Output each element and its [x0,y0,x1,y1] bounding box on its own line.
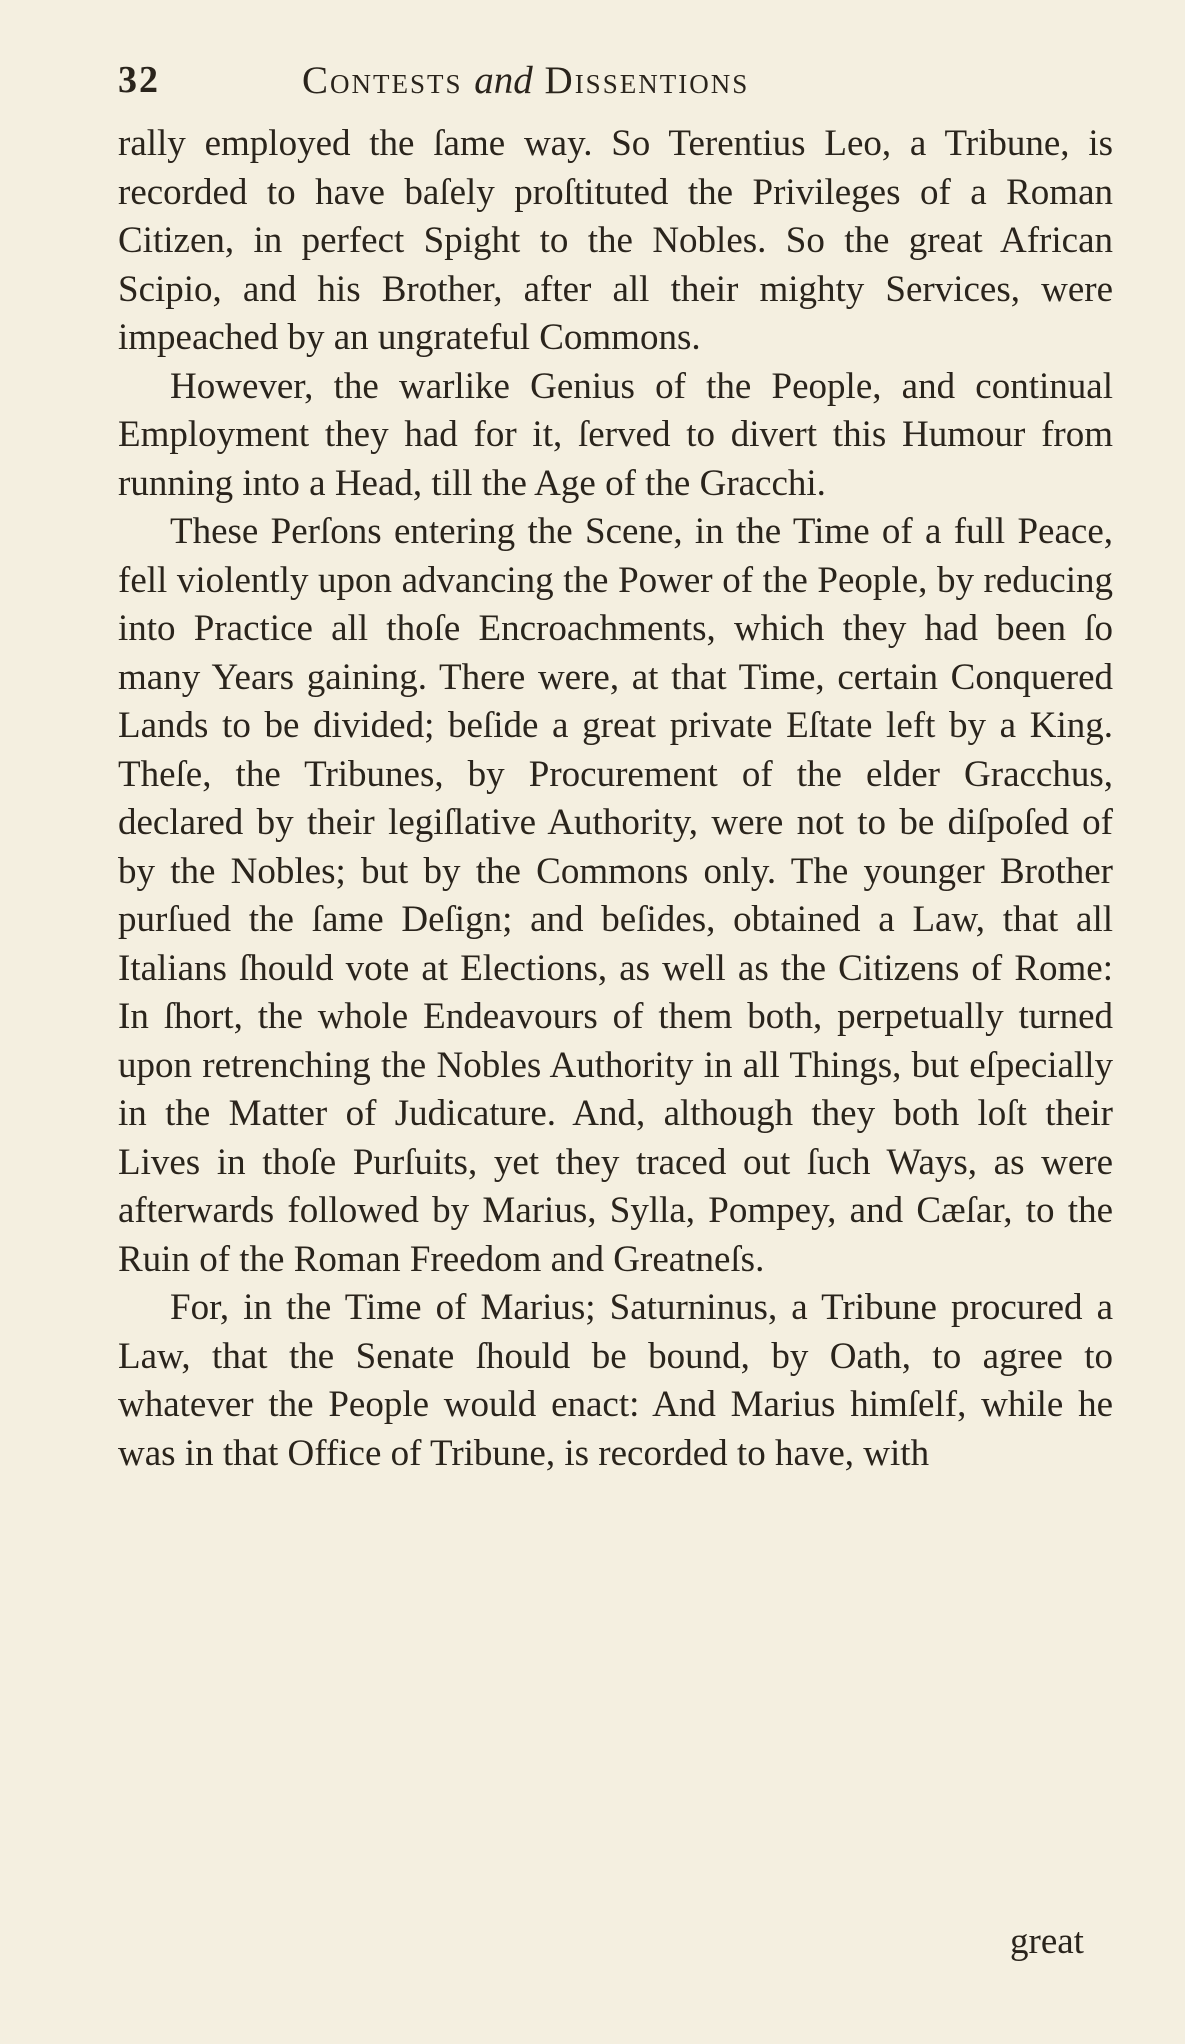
running-head-title-part1: Contests [302,59,463,102]
catchword: great [1010,1921,1084,1962]
paragraph-4: For, in the Time of Marius; Saturninus, a Tribune procured a Law, that the Senate ſhould be bound, by Oath, to agree to whatever the People would enact: And Marius himſelf, while he was in that Office of Tribune, is recorded to have, with [118,1287,1113,1474]
running-head-title-part2: Dissentions [544,59,750,102]
running-head-title [302,58,749,103]
running-head-title-conj: and [474,59,533,102]
body-text [118,120,1113,1478]
paragraph-1: rally employed the ſame way. So Terentius Leo, a Tribune, is recorded to have baſely proſtituted the Privileges of a Roman Citizen, in perfect Spight to the Nobles. So the great African Scipio, and his Brother, after all their mighty Services, were impeached by an ungrateful Commons. [118,123,1113,358]
running-head [118,58,1118,118]
paragraph-2: However, the warlike Genius of the People, and continual Employment they had for it, ſerved to divert this Humour from running into a Head, till the Age of the Gracchi. [118,365,1113,504]
page-number: 32 [118,59,160,101]
paragraph-3: These Perſons entering the Scene, in the Time of a full Peace, fell violently upon advancing the Power of the People, by reducing into Practice all thoſe Encroachments, which they had been ſo many Years gaining. There were, at that Time, certain Conquered Lands to be divided; beſide a great private Eſtate left by a King. Theſe, the Tribunes, by Procurement of the elder Gracchus, declared by their legiſlative Authority, were not to be diſpoſed of by the Nobles; but by the Commons only. The younger Brother purſued the ſame Deſign; and beſides, obtained a Law, that all Italians ſhould vote at Elections, as well as the Citizens of Rome: In ſhort, the whole Endeavours of them both, perpetually turned upon retrenching the Nobles Authority in all Things, but eſpecially in the Matter of Judicature. And, although they both loſt their Lives in thoſe Purſuits, yet they traced out ſuch Ways, as were afterwards followed by Marius, Sylla, Pompey, and Cæſar, to the Ruin of the Roman Freedom and Greatneſs. [118,511,1113,1280]
